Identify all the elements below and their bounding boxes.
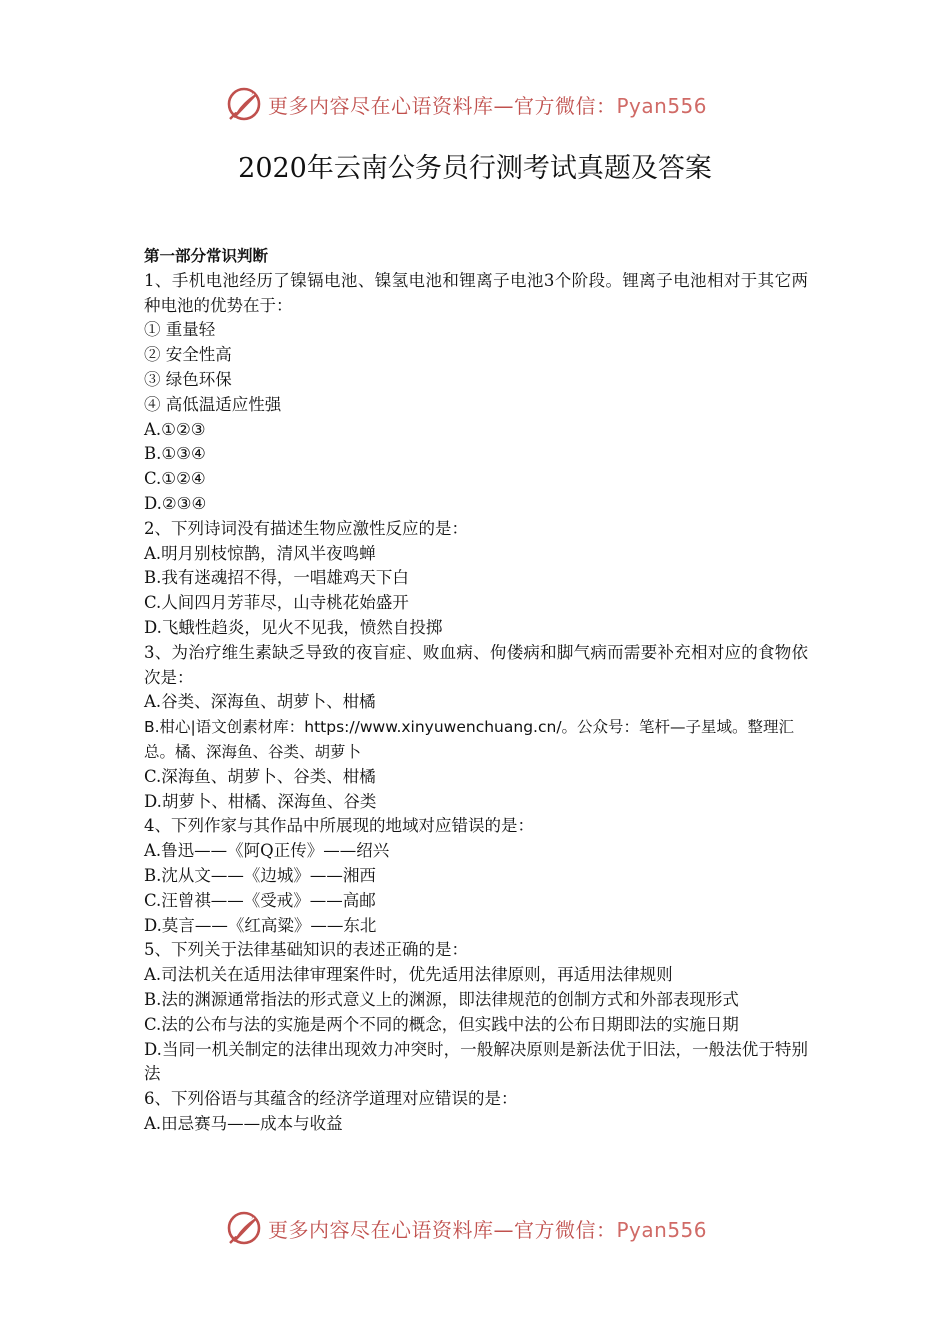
question-1-stem: 1、手机电池经历了镍镉电池、镍氢电池和锂离子电池3个阶段。锂离子电池相对于其它两种电池的优势在于： bbox=[144, 270, 808, 315]
q2-option-a: A.明月别枝惊鹊，清风半夜鸣蝉 bbox=[144, 543, 376, 563]
question-4-stem: 4、下列作家与其作品中所展现的地域对应错误的是： bbox=[144, 816, 534, 836]
statement-1: ① 重量轻 bbox=[144, 320, 216, 340]
q2-option-c: C.人间四月芳菲尽，山寺桃花始盛开 bbox=[144, 593, 409, 613]
q6-option-a: A.田忌赛马——成本与收益 bbox=[144, 1113, 343, 1133]
wechat-id: Pyan556 bbox=[616, 1217, 708, 1242]
q1-option-d: D.②③④ bbox=[144, 493, 207, 513]
wechat-id: Pyan556 bbox=[616, 93, 708, 118]
page-title: 2020年云南公务员行测考试真题及答案 bbox=[238, 153, 712, 184]
quill-logo-icon bbox=[226, 1210, 262, 1246]
q2-option-d: D.飞蛾性趋炎，见火不见我，愤然自投掷 bbox=[144, 617, 443, 637]
q3-option-a: A.谷类、深海鱼、胡萝卜、柑橘 bbox=[144, 692, 376, 712]
q5-option-d: D.当同一机关制定的法律出现效力冲突时，一般解决原则是新法优于旧法，一般法优于特别法 bbox=[144, 1039, 808, 1084]
question-5-stem: 5、下列关于法律基础知识的表述正确的是： bbox=[144, 940, 468, 960]
statement-4: ④ 高低温适应性强 bbox=[144, 394, 282, 414]
q4-option-b: B.沈从文——《边城》——湘西 bbox=[144, 865, 376, 885]
q5-option-a: A.司法机关在适用法律审理案件时，优先适用法律原则，再适用法律规则 bbox=[144, 965, 673, 985]
q1-option-b: B.①③④ bbox=[144, 444, 206, 464]
q4-option-c: C.汪曾祺——《受戒》——高邮 bbox=[144, 890, 376, 910]
banner-text: 更多内容尽在心语资料库—官方微信：Pyan556 bbox=[268, 93, 708, 118]
statement-3: ③ 绿色环保 bbox=[144, 369, 232, 389]
q3-option-c: C.深海鱼、胡萝卜、谷类、柑橘 bbox=[144, 766, 376, 786]
q1-option-c: C.①②④ bbox=[144, 469, 206, 489]
q5-option-c: C.法的公布与法的实施是两个不同的概念，但实践中法的公布日期即法的实施日期 bbox=[144, 1014, 739, 1034]
header-banner bbox=[226, 84, 746, 124]
q4-option-d: D.莫言——《红高粱》——东北 bbox=[144, 915, 377, 935]
q2-option-b: B.我有迷魂招不得，一唱雄鸡天下白 bbox=[144, 568, 409, 588]
question-3-stem: 3、为治疗维生素缺乏导致的夜盲症、败血病、佝偻病和脚气病而需要补充相对应的食物依次是： bbox=[144, 642, 808, 687]
banner-text: 更多内容尽在心语资料库—官方微信：Pyan556 bbox=[268, 1217, 708, 1242]
q5-option-b: B.法的渊源通常指法的形式意义上的渊源，即法律规范的创制方式和外部表现形式 bbox=[144, 989, 739, 1009]
question-6-stem: 6、下列俗语与其蕴含的经济学道理对应错误的是： bbox=[144, 1089, 518, 1109]
q4-option-a: A.鲁迅——《阿Q正传》——绍兴 bbox=[144, 841, 390, 861]
q1-option-a: A.①②③ bbox=[144, 419, 206, 439]
section-heading: 第一部分常识判断 bbox=[144, 247, 269, 265]
quill-logo-icon bbox=[226, 86, 262, 122]
q3-option-d: D.胡萝卜、柑橘、深海鱼、谷类 bbox=[144, 791, 377, 811]
question-2-stem: 2、下列诗词没有描述生物应激性反应的是： bbox=[144, 518, 468, 538]
footer-banner bbox=[226, 1208, 746, 1248]
statement-2: ② 安全性高 bbox=[144, 345, 232, 365]
document-body bbox=[144, 244, 808, 1137]
q3-option-b: B.柑心|语文创素材库：https://www.xinyuwenchuang.cn/。公众号：笔杆—子星域。整理汇总。橘、深海鱼、谷类、胡萝卜 bbox=[144, 718, 795, 761]
